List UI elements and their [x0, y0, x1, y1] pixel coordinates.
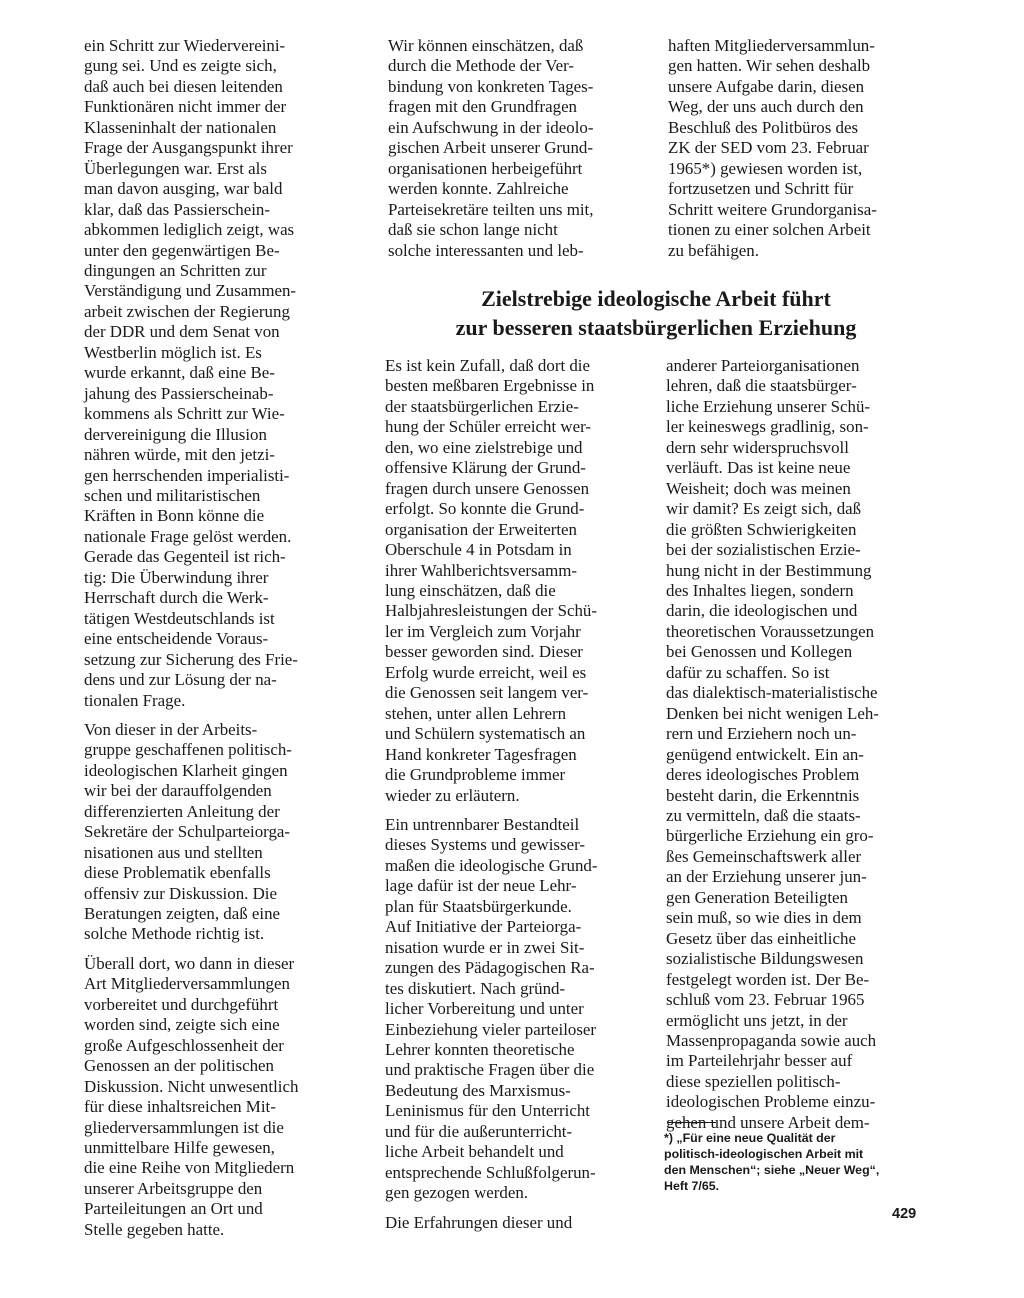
paragraph: Es ist kein Zufall, daß dort die besten meßbaren Ergebnisse in der staatsbürgerlichen Erzie- hung der Schüler erreicht wer- den, wo eine zielstrebige und offensive Klärung der Grund- fragen durch unsere Genossen erfolgt. So konnte die Grund- organisation der Erweiterten Oberschule 4 in Potsdam in ihrer Wahlberichtsversamm- lung einschätzen, daß die Halbjahresleistungen der Schü- ler im Vergleich zum Vorjahr besser geworden sind. Dieser Erfolg wurde erreicht, weil es die Genossen seit langem ver- stehen, unter allen Lehrern und Schülern systematisch an Hand konkreter Tagesfragen die Grundprobleme immer wieder zu erläutern.	[385, 356, 598, 805]
footnote: *) „Für eine neue Qualität der politisch-ideologischen Arbeit mit den Menschen“; siehe „Neuer Weg“, Heft 7/65.	[664, 1131, 880, 1193]
paragraph: Wir können einschätzen, daß durch die Methode der Ver- bindung von konkreten Tages- fragen mit den Grundfragen ein Aufschwung in der ideolo- gischen Arbeit unserer Grund- organisationen herbeigeführt werden konnte. Zahlreiche Parteisekretäre teilten uns mit, daß sie schon lange nicht solche interessanten und leb-	[388, 36, 594, 260]
article-column-2	[388, 36, 644, 270]
article-column-5	[666, 356, 924, 1142]
article-column-1	[84, 36, 356, 1249]
paragraph: haften Mitgliederversammlun- gen hatten. Wir sehen deshalb unsere Aufgabe darin, diesen Weg, der uns auch durch den Beschluß des Politbüros des ZK der SED vom 23. Februar 1965*) gewiesen worden ist, fortzusetzen und Schritt für Schritt weitere Grundorganisa- tionen zu einer solchen Arbeit zu befähigen.	[668, 36, 877, 260]
paragraph: Von dieser in der Arbeits- gruppe geschaffenen politisch- ideologischen Klarheit gingen wir bei der darauffolgenden differenzierten Anleitung der Sekretäre der Schulparteiorga- nisationen aus und stellten diese Problematik ebenfalls offensiv zur Diskussion. Die Beratungen zeigten, daß eine solche Methode richtig ist.	[84, 719, 292, 944]
paragraph: Die Erfahrungen dieser und	[385, 1212, 573, 1232]
paragraph: ein Schritt zur Wiedervereini- gung sei. Und es zeigte sich, daß auch bei diesen leitenden Funktionären nicht immer der Klasseninhalt der nationalen Frage der Ausgangspunkt ihrer Überlegungen war. Erst als man davon ausging, war bald klar, daß das Passierschein- abkommen lediglich zeigt, was unter den gegenwärtigen Be- dingungen an Schritten zur Verständigung und Zusammen- arbeit zwischen der Regierung der DDR und dem Senat von Westberlin möglich ist. Es wurde erkannt, daß eine Be- jahung des Passierscheinab- kommens als Schritt zur Wie- dervereinigung die Illusion nähren würde, mit den jetzi- gen herrschenden imperialisti- schen und militaristischen Kräften in Bonn könne die nationale Frage gelöst werden. Gerade das Gegenteil ist rich- tig: Die Überwindung ihrer Herrschaft durch die Werk- tätigen Westdeutschlands ist eine entscheidende Voraus- setzung zur Sicherung des Frie- dens und zur Lösung der na- tionalen Frage.	[84, 36, 298, 710]
paragraph: anderer Parteiorganisationen lehren, daß die staatsbürger- liche Erziehung unserer Schü- ler keineswegs gradlinig, son- dern sehr widerspruchsvoll verläuft. Das ist keine neue Weisheit; doch was meinen wir damit? Es zeigt sich, daß die größten Schwierigkeiten bei der sozialistischen Erzie- hung nicht in der Bestimmung des Inhaltes liegen, sondern darin, die ideologischen und theoretischen Voraussetzungen bei Genossen und Kollegen dafür zu schaffen. So ist das dialektisch-materialistische Denken bei nicht wenigen Leh- rern und Erziehern noch un- genügend entwickelt. Ein an- deres ideologisches Problem besteht darin, die Erkenntnis zu vermitteln, daß die staats- bürgerliche Erziehung ein gro- ßes Gemeinschaftswerk aller an der Erziehung unserer jun- gen Generation Beteiligten sein muß, so wie dies in dem Gesetz über das einheitliche sozialistische Bildungswesen festgelegt worden ist. Der Be- schluß vom 23. Februar 1965 ermöglicht uns jetzt, in der Massenpropaganda sowie auch im Parteilehrjahr besser auf diese speziellen politisch- ideologischen Probleme einzu- gehen und unsere Arbeit dem-	[666, 356, 879, 1132]
section-headline	[388, 284, 924, 342]
footnote-divider	[668, 1122, 716, 1123]
page-number: 429	[892, 1206, 917, 1222]
paragraph: Ein untrennbarer Bestandteil dieses Systems und gewisser- maßen die ideologische Grund- lage dafür ist der neue Lehr- plan für Staatsbürgerkunde. Auf Initiative der Parteiorga- nisation wurde er in zwei Sit- zungen des Pädagogischen Ra- tes diskutiert. Nach gründ- licher Vorbereitung und unter Einbeziehung vieler parteiloser Lehrer konnten theoretische und praktische Fragen über die Bedeutung des Marxismus- Leninismus für den Unterricht und für die außerunterricht- liche Arbeit behandelt und entsprechende Schlußfolgerun- gen gezogen werden.	[385, 814, 598, 1203]
article-column-4	[385, 356, 641, 1242]
headline-line: zur besseren staatsbürgerlichen Erziehung	[455, 315, 857, 340]
article-column-3	[668, 36, 924, 270]
paragraph: Überall dort, wo dann in dieser Art Mitgliederversammlungen vorbereitet und durchgeführt worden sind, zeigte sich eine große Aufgeschlossenheit der Genossen an der politischen Diskussion. Nicht unwesentlich für diese inhaltsreichen Mit- gliederversammlungen ist die unmittelbare Hilfe gewesen, die eine Reihe von Mitgliedern unserer Arbeitsgruppe den Parteileitungen an Ort und Stelle gegeben hatte.	[84, 953, 299, 1239]
headline-line: Zielstrebige ideologische Arbeit führt	[481, 286, 831, 311]
